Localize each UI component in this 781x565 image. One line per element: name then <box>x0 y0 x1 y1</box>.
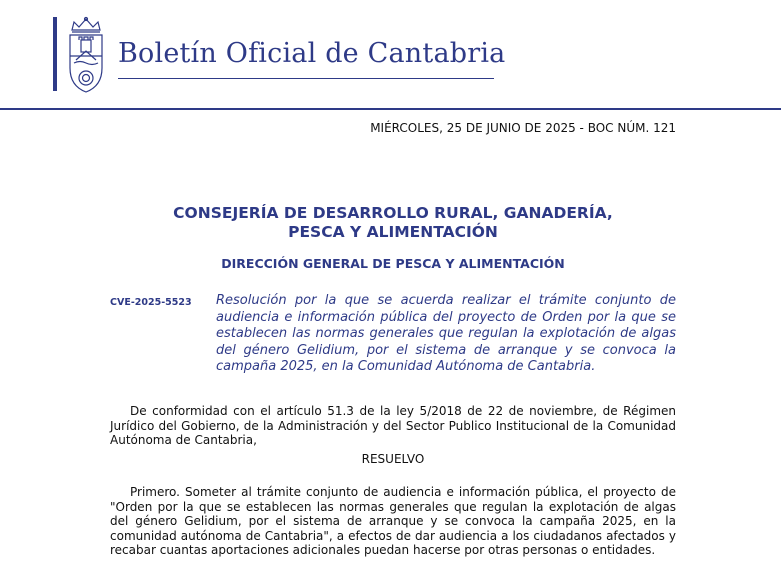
resolves-heading: RESUELVO <box>361 452 425 466</box>
body-paragraph-1: De conformidad con el artículo 51.3 de la ley 5/2018 de 22 de noviembre, de Régimen Jurídico del Gobierno, de la Administración y del Sector Publico Institucional de la Comunidad Autónoma de Cantabria, <box>110 404 676 448</box>
coat-of-arms-icon <box>64 16 108 94</box>
issue-dateline: MIÉRCOLES, 25 DE JUNIO DE 2025 - BOC NÚM. 121 <box>370 121 676 135</box>
header-accent-bar <box>53 17 57 91</box>
cve-code: CVE-2025-5523 <box>110 297 192 308</box>
publication-title: Boletín Oficial de Cantabria <box>118 38 506 69</box>
subdepartment-heading: DIRECCIÓN GENERAL DE PESCA Y ALIMENTACIÓN <box>221 256 565 271</box>
title-underline <box>118 78 494 79</box>
body-paragraph-2: Primero. Someter al trámite conjunto de audiencia e información pública, el proyecto de "Orden por la que se establecen las normas generales que regulan la explotación de algas del género Gelidium, por el sistema de arranque y se convoca la campaña 2025, en la comunidad autónoma de Cantabria", a efectos de dar audiencia a los ciudadanos afectados y recabar cuantas aportaciones adicionales puedan hacerse por otras personas o entidades. <box>110 485 676 558</box>
resolution-summary: Resolución por la que se acuerda realizar el trámite conjunto de audiencia e información pública del proyecto de Orden por la que se establecen las normas generales que regulan la explotación de algas del género Gelidium, por el sistema de arranque y se convoca la campaña 2025, en la Comunidad Autónoma de Cantabria. <box>216 293 676 374</box>
department-heading-line1: CONSEJERÍA DE DESARROLLO RURAL, GANADERÍA, <box>173 204 613 222</box>
department-heading <box>110 204 676 242</box>
header-divider <box>0 108 781 110</box>
department-heading-line2: PESCA Y ALIMENTACIÓN <box>288 223 498 241</box>
